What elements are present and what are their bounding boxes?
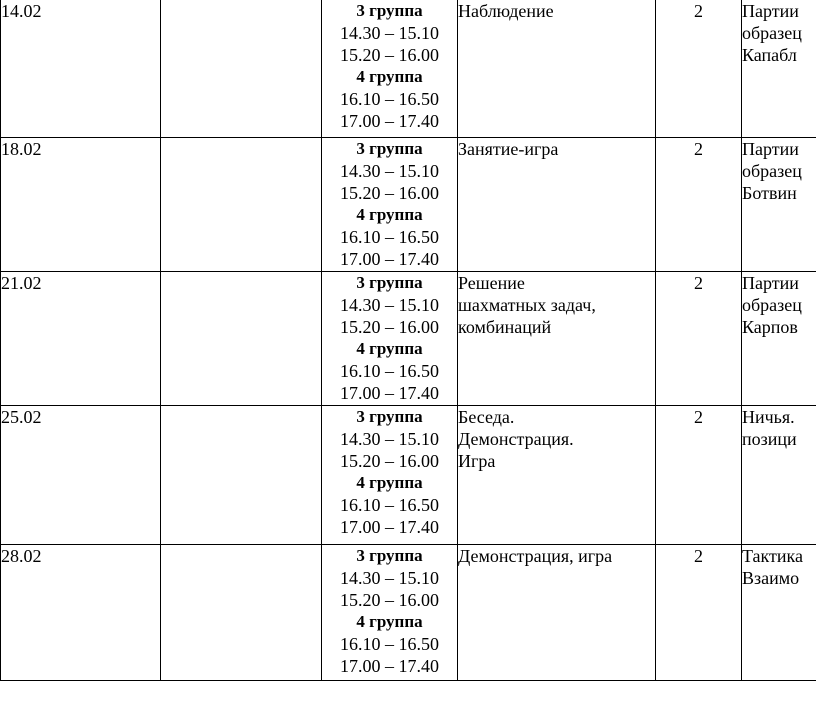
group-label: 3 группа [356,546,423,565]
time-slot: 14.30 – 15.10 [340,429,439,449]
topic-cell [742,138,816,272]
form-text: шахматных задач, [458,295,596,315]
topic-text: Ботвин [742,183,797,203]
hours-cell [656,272,742,406]
date-cell [1,406,161,545]
time-slot: 14.30 – 15.10 [340,295,439,315]
time-cell [322,406,458,545]
form-cell [458,406,656,545]
time-slot: 15.20 – 16.00 [340,590,439,610]
date-cell [1,138,161,272]
topic-cell [742,272,816,406]
date-text: 18.02 [1,139,42,159]
time-slot: 14.30 – 15.10 [340,161,439,181]
topic-text: Партии [742,139,799,159]
empty-cell [161,545,322,681]
time-slot: 17.00 – 17.40 [340,111,439,131]
time-slot: 16.10 – 16.50 [340,361,439,381]
time-slot: 15.20 – 16.00 [340,183,439,203]
time-cell [322,272,458,406]
time-slot: 15.20 – 16.00 [340,317,439,337]
topic-cell [742,545,816,681]
topic-text: Партии [742,273,799,293]
topic-text: Ничья. [742,407,795,427]
table-row [1,272,816,406]
group-label: 3 группа [356,273,423,292]
date-cell [1,545,161,681]
time-slot: 16.10 – 16.50 [340,227,439,247]
empty-cell [161,138,322,272]
time-slot: 16.10 – 16.50 [340,634,439,654]
group-label: 3 группа [356,407,423,426]
hours-cell [656,0,742,138]
form-cell [458,545,656,681]
empty-cell [161,272,322,406]
time-slot: 14.30 – 15.10 [340,568,439,588]
group-label: 4 группа [356,612,423,631]
time-slot: 17.00 – 17.40 [340,517,439,537]
hours-text: 2 [694,139,703,159]
topic-text: Карпов [742,317,798,337]
topic-text: Партии [742,1,799,21]
group-label: 4 группа [356,473,423,492]
time-slot: 15.20 – 16.00 [340,45,439,65]
date-cell [1,0,161,138]
table-row [1,406,816,545]
time-slot: 16.10 – 16.50 [340,495,439,515]
topic-text: образец [742,161,802,181]
group-label: 3 группа [356,139,423,158]
topic-text: Тактика [742,546,804,566]
topic-text: Взаимо [742,568,800,588]
hours-text: 2 [694,546,703,566]
time-slot: 17.00 – 17.40 [340,383,439,403]
hours-text: 2 [694,1,703,21]
form-text: Демонстрация, игра [458,546,613,566]
form-cell [458,272,656,406]
form-text: Демонстрация. [458,429,574,449]
date-text: 14.02 [1,1,42,21]
topic-cell [742,406,816,545]
group-label: 3 группа [356,1,423,20]
form-text: Беседа. [458,407,515,427]
form-text: Решение [458,273,525,293]
table-row [1,545,816,681]
empty-cell [161,0,322,138]
form-text: Наблюдение [458,1,554,21]
hours-text: 2 [694,407,703,427]
group-label: 4 группа [356,339,423,358]
time-slot: 15.20 – 16.00 [340,451,439,471]
time-slot: 16.10 – 16.50 [340,89,439,109]
topic-cell [742,0,816,138]
time-cell [322,545,458,681]
hours-cell [656,406,742,545]
form-text: комбинаций [458,317,552,337]
topic-text: образец [742,295,802,315]
form-cell [458,138,656,272]
hours-cell [656,545,742,681]
topic-text: образец [742,23,802,43]
time-cell [322,0,458,138]
date-text: 28.02 [1,546,42,566]
group-label: 4 группа [356,205,423,224]
table-row [1,138,816,272]
topic-text: позици [742,429,797,449]
time-slot: 17.00 – 17.40 [340,656,439,676]
empty-cell [161,406,322,545]
hours-cell [656,138,742,272]
time-cell [322,138,458,272]
time-slot: 14.30 – 15.10 [340,23,439,43]
table-row [1,0,816,138]
date-text: 21.02 [1,273,42,293]
date-text: 25.02 [1,407,42,427]
schedule-body [1,0,816,681]
group-label: 4 группа [356,67,423,86]
form-text: Игра [458,451,496,471]
form-cell [458,0,656,138]
hours-text: 2 [694,273,703,293]
time-slot: 17.00 – 17.40 [340,249,439,269]
date-cell [1,272,161,406]
topic-text: Капабл [742,45,797,65]
form-text: Занятие-игра [458,139,559,159]
